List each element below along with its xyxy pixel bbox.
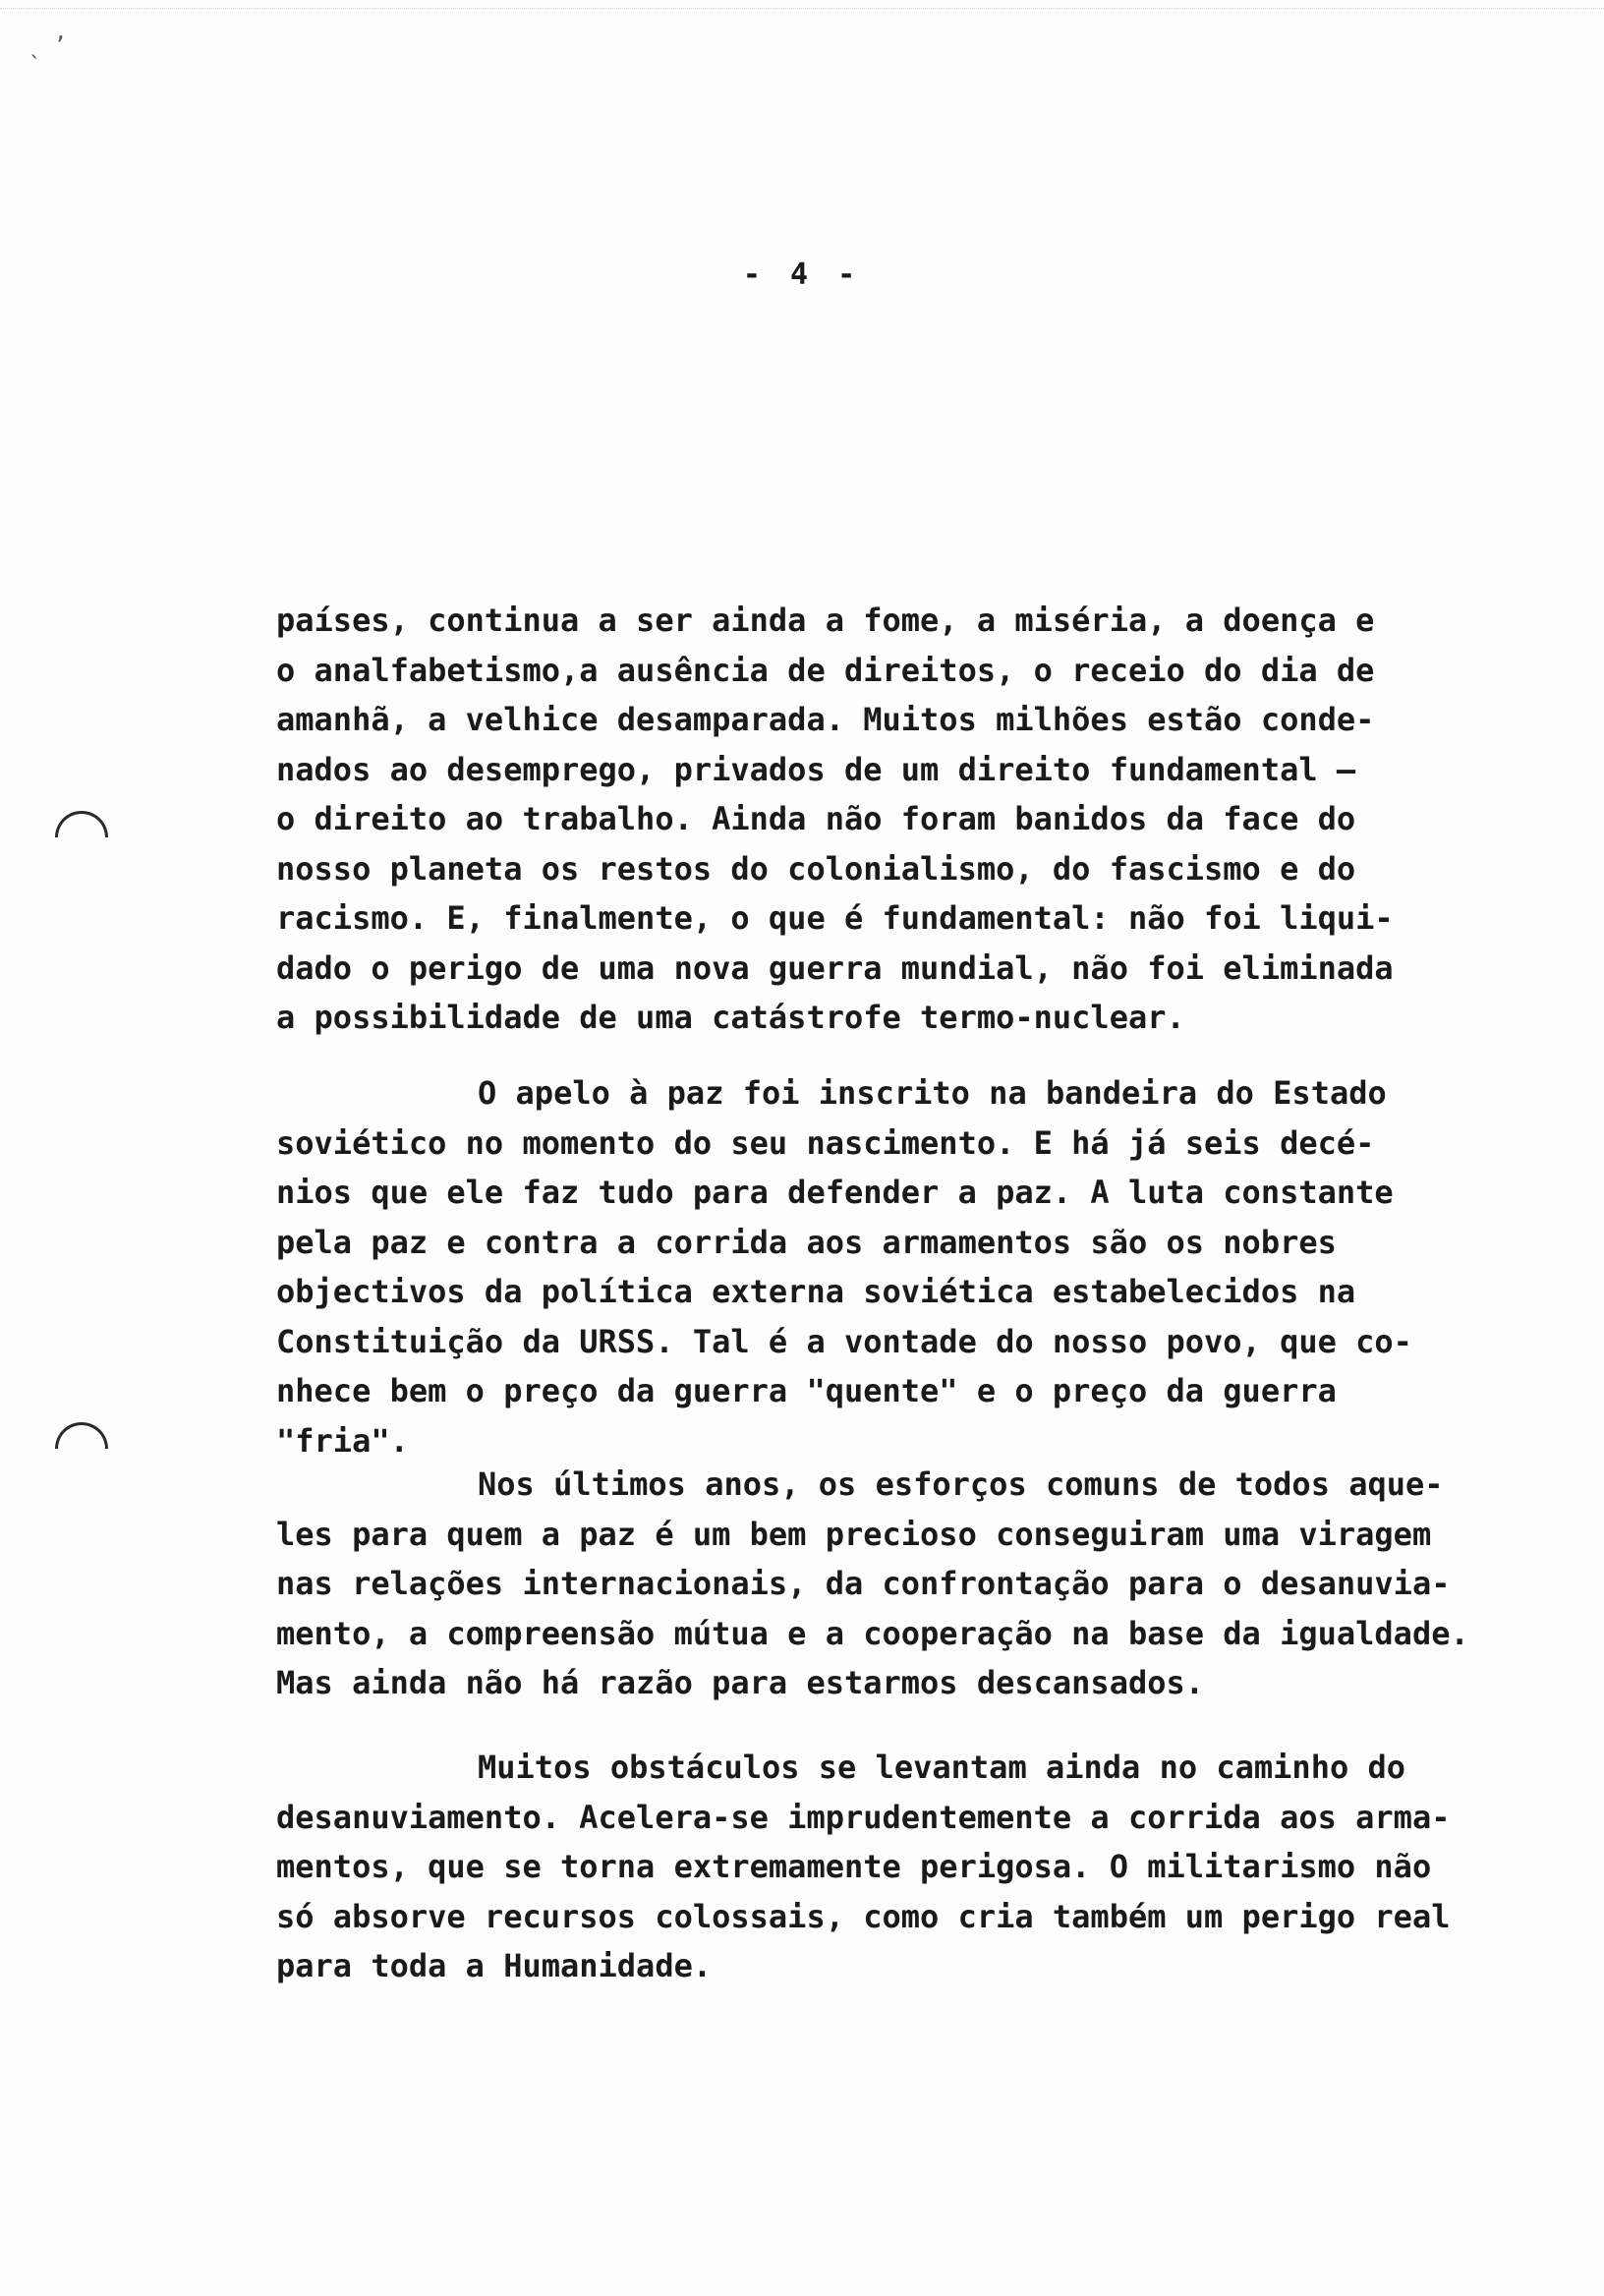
text-line: mentos, que se torna extremamente perigosa. O militarismo não: [276, 1848, 1432, 1885]
text-line: nios que ele faz tudo para defender a paz. A luta constante: [276, 1174, 1394, 1211]
text-line: Muitos obstáculos se levantam ainda no caminho do: [478, 1749, 1406, 1786]
punch-hole-mark: [55, 1422, 108, 1449]
text-line: o analfabetismo,a ausência de direitos, o receio do dia de: [276, 651, 1375, 689]
text-line: para toda a Humanidade.: [276, 1947, 713, 1984]
text-line: desanuviamento. Acelera-se imprudentemente a corrida aos arma-: [276, 1798, 1451, 1836]
text-line: O apelo à paz foi inscrito na bandeira do Estado: [478, 1074, 1387, 1112]
text-line: Mas ainda não há razão para estarmos descansados.: [276, 1664, 1205, 1701]
text-line: Nos últimos anos, os esforços comuns de todos aque-: [478, 1465, 1444, 1503]
text-line: objectivos da política externa soviética estabelecidos na: [276, 1273, 1356, 1310]
text-line: "fria".: [276, 1421, 409, 1460]
corner-mark: ˎ ʼ: [28, 33, 67, 58]
page-number: - 4 -: [742, 258, 862, 292]
text-line: racismo. E, finalmente, o que é fundamental: não foi liqui-: [276, 899, 1394, 937]
paragraph-4: [276, 1743, 1554, 1991]
text-line: amanhã, a velhice desamparada. Muitos milhões estão conde-: [276, 701, 1375, 738]
text-line: les para quem a paz é um bem precioso conseguiram uma viragem: [276, 1515, 1432, 1553]
text-line: nas relações internacionais, da confrontação para o desanuvia-: [276, 1565, 1451, 1602]
paragraph-3: [276, 1460, 1554, 1708]
text-line: países, continua a ser ainda a fome, a miséria, a doença e: [276, 602, 1375, 639]
text-line: nados ao desemprego, privados de um direito fundamental —: [276, 750, 1356, 788]
text-line: soviético no momento do seu nascimento. E há já seis decé-: [276, 1123, 1375, 1162]
text-line: nosso planeta os restos do colonialismo, do fascismo e do: [276, 849, 1356, 888]
paragraph-2: [276, 1068, 1554, 1465]
paragraph-1: [276, 596, 1554, 1043]
text-line: Constituição da URSS. Tal é a vontade do nosso povo, que co-: [276, 1322, 1412, 1360]
punch-hole-mark: [55, 811, 108, 837]
text-line: mento, a compreensão mútua e a cooperação na base da igualdade.: [276, 1614, 1469, 1652]
text-line: pela paz e contra a corrida aos armamentos são os nobres: [276, 1223, 1337, 1261]
scan-edge-specks: [0, 8, 1604, 15]
text-line: dado o perigo de uma nova guerra mundial, não foi eliminada: [276, 948, 1394, 987]
text-line: a possibilidade de uma catástrofe termo-nuclear.: [276, 999, 1185, 1036]
text-line: o direito ao trabalho. Ainda não foram banidos da face do: [276, 800, 1356, 837]
text-line: nhece bem o preço da guerra "quente" e o preço da guerra: [276, 1372, 1337, 1409]
text-line: só absorve recursos colossais, como cria também um perigo real: [276, 1897, 1451, 1935]
